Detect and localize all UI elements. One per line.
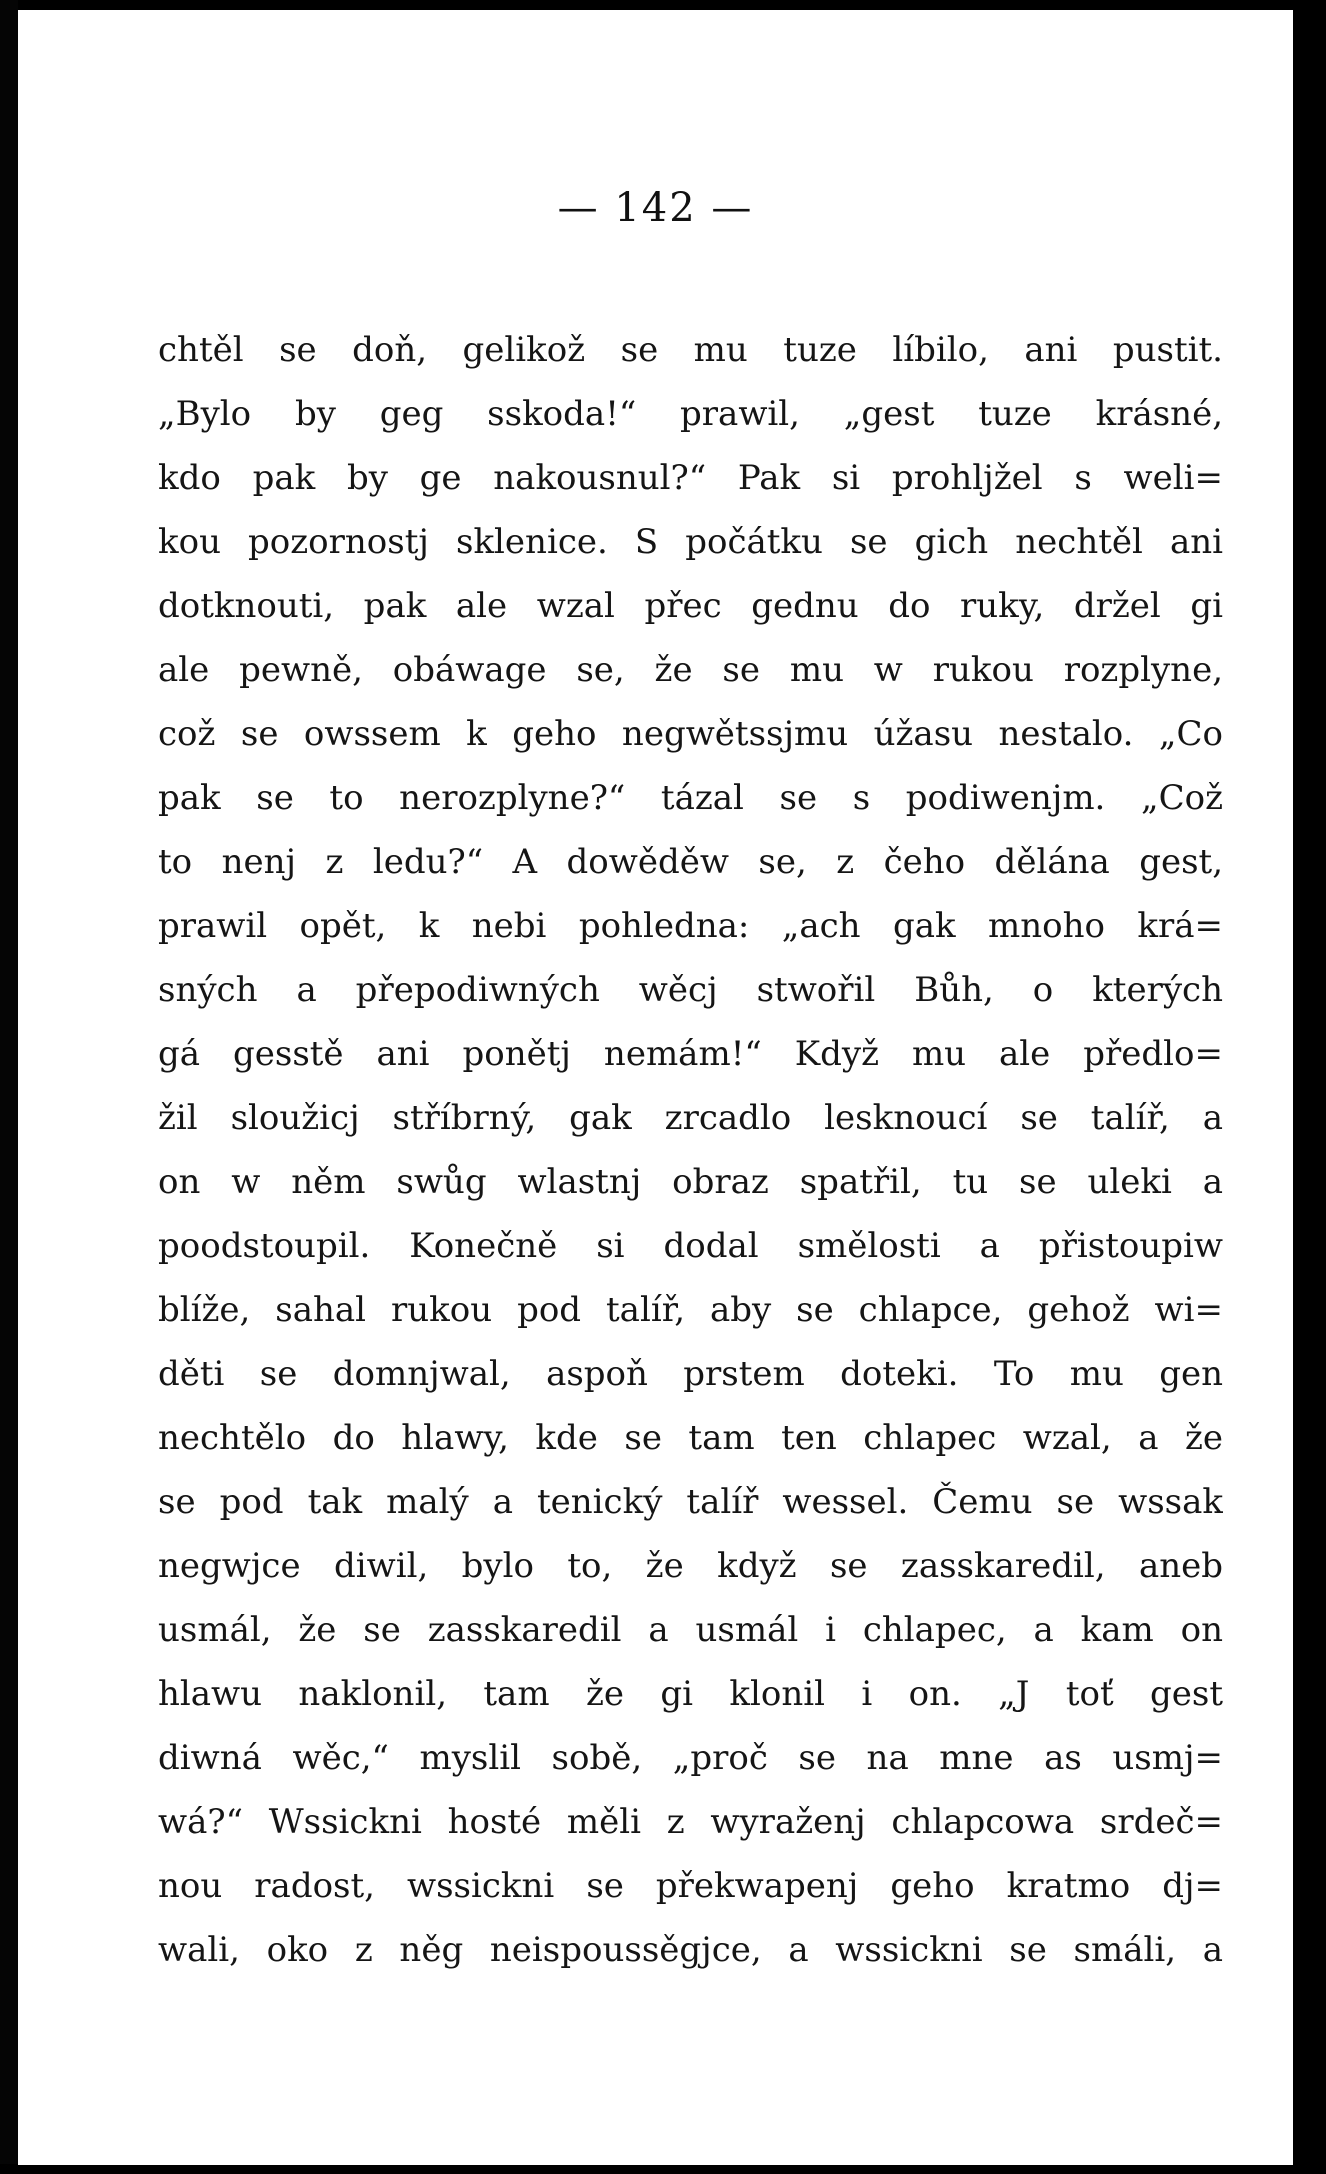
text-line: prawil opět, k nebi pohledna: „ach gak mnoho krá= xyxy=(158,906,1223,946)
text-line: což se owssem k geho negwětssjmu úžasu nestalo. „Co xyxy=(158,714,1223,754)
text-line: wá?“ Wssickni hosté měli z wyraženj chlapcowa srdeč= xyxy=(158,1802,1223,1842)
text-line: dotknouti, pak ale wzal přec gednu do ruky, držel gi xyxy=(158,586,1223,626)
scan-bottom-edge xyxy=(0,2164,1326,2174)
text-line: se pod tak malý a tenický talíř wessel. Čemu se wssak xyxy=(158,1482,1223,1522)
text-line: nechtělo do hlawy, kde se tam ten chlapec wzal, a že xyxy=(158,1418,1223,1458)
text-line: ale pewně, obáwage se, že se mu w rukou rozplyne, xyxy=(158,650,1223,690)
text-line: poodstoupil. Konečně si dodal smělosti a přistoupiw xyxy=(158,1226,1223,1266)
text-line: sných a přepodiwných wěcj stwořil Bůh, o kterých xyxy=(158,970,1223,1010)
text-line: žil sloužicj stříbrný, gak zrcadlo lesknoucí se talíř, a xyxy=(158,1098,1223,1138)
text-line: „Bylo by geg sskoda!“ prawil, „gest tuze krásné, xyxy=(158,394,1223,434)
text-line: nou radost, wssickni se překwapenj geho kratmo dj= xyxy=(158,1866,1223,1906)
text-line: wali, oko z něg neispoussěgjce, a wssickni se smáli, a xyxy=(158,1930,1223,1970)
text-line: to nenj z ledu?“ A dowěděw se, z čeho dělána gest, xyxy=(158,842,1223,882)
text-line: on w něm swůg wlastnj obraz spatřil, tu se uleki a xyxy=(158,1162,1223,1202)
text-line: chtěl se doň, gelikož se mu tuze líbilo, ani pustit. xyxy=(158,330,1223,370)
scan-right-edge xyxy=(1293,0,1326,2174)
text-line: blíže, sahal rukou pod talíř, aby se chlapce, gehož wi= xyxy=(158,1290,1223,1330)
text-line: gá gesstě ani ponětj nemám!“ Když mu ale předlo= xyxy=(158,1034,1223,1074)
text-line: děti se domnjwal, aspoň prstem doteki. To mu gen xyxy=(158,1354,1223,1394)
body-text xyxy=(158,318,1223,1982)
text-line: diwná wěc,“ myslil sobě, „proč se na mne as usmj= xyxy=(158,1738,1223,1778)
text-line: pak se to nerozplyne?“ tázal se s podiwenjm. „Což xyxy=(158,778,1223,818)
text-line: hlawu naklonil, tam že gi klonil i on. „J toť gest xyxy=(158,1674,1223,1714)
scan-left-edge xyxy=(0,0,18,2174)
text-line: kdo pak by ge nakousnul?“ Pak si prohljžel s weli= xyxy=(158,458,1223,498)
page-number-header: — 142 — xyxy=(557,185,754,231)
book-page xyxy=(18,10,1293,2165)
text-line: kou pozornostj sklenice. S počátku se gich nechtěl ani xyxy=(158,522,1223,562)
text-line: usmál, že se zasskaredil a usmál i chlapec, a kam on xyxy=(158,1610,1223,1650)
text-line: negwjce diwil, bylo to, že když se zasskaredil, aneb xyxy=(158,1546,1223,1586)
